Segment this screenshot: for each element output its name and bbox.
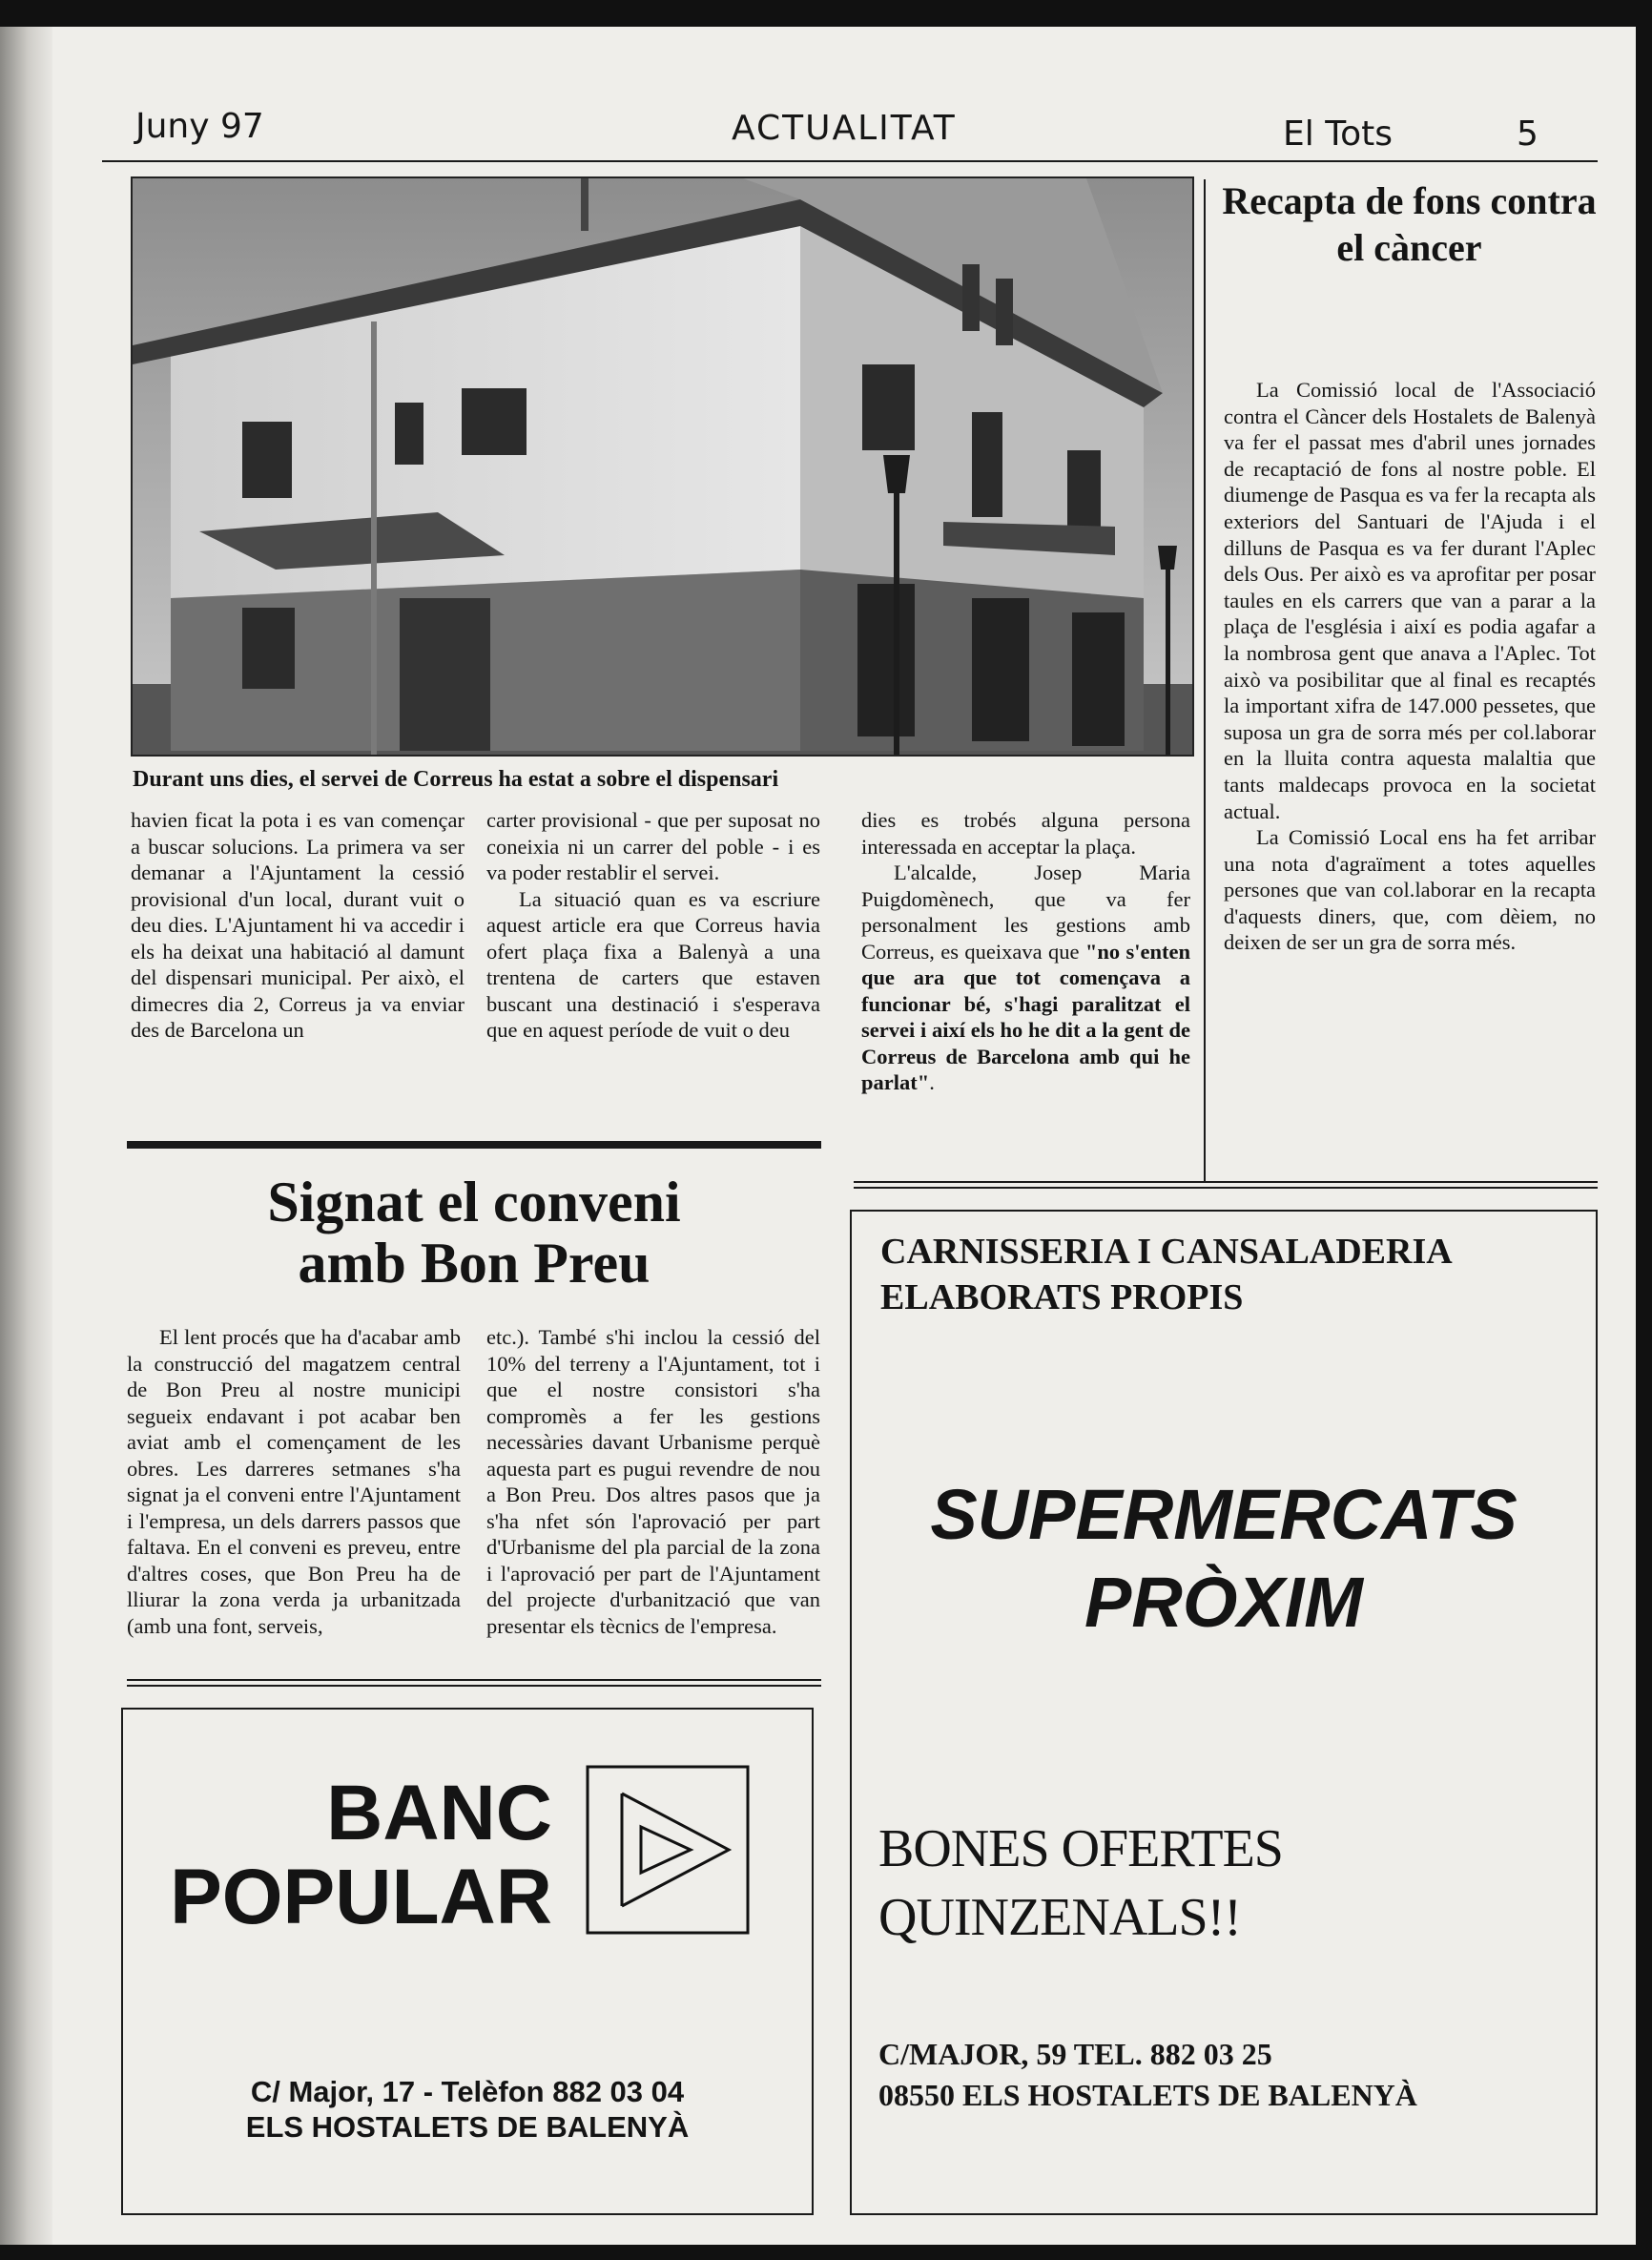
bank-address: C/ Major, 17 - Telèfon 882 03 04: [250, 2075, 685, 2108]
supermarket-tagline-line2: ELABORATS PROPIS: [880, 1277, 1244, 1317]
page-number: 5: [1517, 114, 1538, 154]
mayor-quote-end: .: [929, 1070, 935, 1094]
supermarket-ad: [850, 1210, 1598, 2215]
column-separator: [1204, 179, 1206, 1183]
main-article-col3-p1: dies es trobés alguna persona interessada en acceptar la plaça.: [861, 808, 1190, 859]
bank-name-line1: BANC: [326, 1770, 552, 1856]
bonpreu-bottom-rule: [127, 1679, 821, 1681]
main-article-col3-p2: [861, 860, 1190, 1096]
supermarket-address: C/MAJOR, 59 TEL. 882 03 25: [878, 2037, 1272, 2071]
issue-date: Juny 97: [135, 107, 264, 146]
main-article-col2-p2: La situació quan es va escriure aquest article era que Correus havia ofert plaça fixa a Balenyà a una trentena de carters que estaven buscant una destinació i s'esperava que en aquest període de vuit o deu: [486, 886, 820, 1042]
bonpreu-title: [127, 1171, 821, 1294]
cancer-article-p1: La Comissió local de l'Associació contra el Càncer dels Hostalets de Balenyà va fer el passat mes d'abril unes jornades de recaptació de fons al nostre poble. El diumenge de Pasqua es va fer la recapta als exteriors del Santuari de l'Ajuda i el dilluns de Pasqua es va fer durant l'Aplec dels Ous. Per això es va aprofitar per posar taules en els carrers que van a parar a la plaça de l'església i així es podia agafar a la nombrosa gent que anava a l'Aplec. Tot això va posibilitar que al final es recaptés la important xifra de 147.000 pessetes, que suposa un gra de sorra més per col.laborar en la lluita contra aquesta malaltia que tants maldecaps provoca en la societat actual.: [1224, 378, 1596, 823]
bonpreu-col2-text: etc.). També s'hi inclou la cessió del 10% del terreny a l'Ajuntament, tot i que el nostre consistori s'ha compromès a fer les gestions necessàries davant Urbanisme perquè aquesta part es pugui revendre de nou a Bon Preu. Dos altres pasos que ja s'ha nfet són l'aprovació per part d'Urbanisme del pla parcial de la zona i l'aprovació per part de l'Ajuntament del projecte d'urbanització que van presentar els tècnics de l'empresa.: [486, 1325, 820, 1638]
newspaper-page: [52, 27, 1636, 2245]
building-illustration: [133, 178, 1192, 755]
publication-name: El Tots: [1283, 114, 1393, 154]
bank-name-line2: POPULAR: [170, 1854, 552, 1940]
bank-ad: [121, 1708, 814, 2215]
mayor-quote-intro: L'alcalde, Josep Maria Puigdomènech, que va fer personalment les gestions amb Correus, es queixava que: [861, 860, 1190, 964]
supermarket-name-line1: SUPERMERCATS: [930, 1475, 1518, 1554]
bonpreu-title-line1: Signat el conveni: [267, 1171, 681, 1234]
main-article-col1-text: havien ficat la pota i es van començar a buscar solucions. La primera va ser demanar a l'Ajuntament la cessió provisional d'un local, durant vuit o deu dies. L'Ajuntament hi va accedir i els ha deixat una habitació al damunt del dispensari municipal. Per això, el dimecres dia 2, Correus ja va enviar des de Barcelona un: [131, 808, 465, 1042]
bank-name: [123, 1772, 552, 1939]
mayor-quote: "no s'enten que ara que tot començava a funcionar bé, s'hagi paralitzat el servei i així els ho he dit a la gent de Correus de Barcelona amb qui he parlat": [861, 939, 1190, 1094]
cancer-article-title: Recapta de fons contra el càncer: [1222, 179, 1597, 269]
bank-logo-icon: [586, 1765, 750, 1935]
photo-caption: Durant uns dies, el servei de Correus ha estat a sobre el dispensari: [133, 767, 779, 792]
bonpreu-title-line2: amb Bon Preu: [298, 1232, 650, 1295]
bank-town: ELS HOSTALETS DE BALENYÀ: [245, 2110, 690, 2144]
supermarket-offers-line2: QUINZENALS!!: [878, 1888, 1241, 1947]
cancer-article-body: [1224, 377, 1596, 956]
supermarket-tagline: [880, 1229, 1453, 1320]
supermarket-tagline-line1: CARNISSERIA I CANSALADERIA: [880, 1232, 1453, 1272]
cancer-article-p2: La Comissió Local ens ha fet arribar una nota d'agraïment a totes aquelles persones que van col.laborar en la recapta d'aquests diners, que, com dèiem, no deixen de ser un gra de sorra més.: [1224, 825, 1596, 955]
supermarket-town: 08550 ELS HOSTALETS DE BALENYÀ: [878, 2078, 1417, 2112]
ad-top-rule-2: [854, 1187, 1598, 1189]
bonpreu-top-rule: [127, 1141, 821, 1149]
main-article-col2: [486, 807, 820, 1044]
bonpreu-col2: [486, 1324, 820, 1639]
supermarket-offers: [878, 1814, 1283, 1952]
section-title: ACTUALITAT: [732, 109, 957, 148]
supermarket-name: [852, 1471, 1596, 1647]
main-article-col1: [131, 807, 465, 1044]
supermarket-name-line2: PRÒXIM: [1084, 1563, 1363, 1642]
main-article-col3: [861, 807, 1190, 1096]
bonpreu-col1: [127, 1324, 461, 1639]
page-fold: [0, 27, 52, 2245]
main-article-col2-p1: carter provisional - que per suposat no coneixia ni un carrer del poble - i es va poder restablir el servei.: [486, 808, 820, 884]
bonpreu-bottom-rule-2: [127, 1685, 821, 1687]
post-office-photo: [131, 176, 1194, 757]
bonpreu-col1-text: El lent procés que ha d'acabar amb la construcció del magatzem central de Bon Preu al nostre municipi segueix endavant i pot acabar ben aviat amb el començament de les obres. Les darreres setmanes s'ha signat ja el conveni entre l'Ajuntament i l'empresa, un dels darrers passos que faltava. En el conveni es preveu, entre d'altres coses, que Bon Preu ha de lliurar la zona verda ja urbanitzada (amb una font, serveis,: [127, 1325, 461, 1638]
supermarket-offers-line1: BONES OFERTES: [878, 1819, 1283, 1878]
header-rule: [102, 160, 1598, 162]
ad-top-rule: [854, 1181, 1598, 1183]
